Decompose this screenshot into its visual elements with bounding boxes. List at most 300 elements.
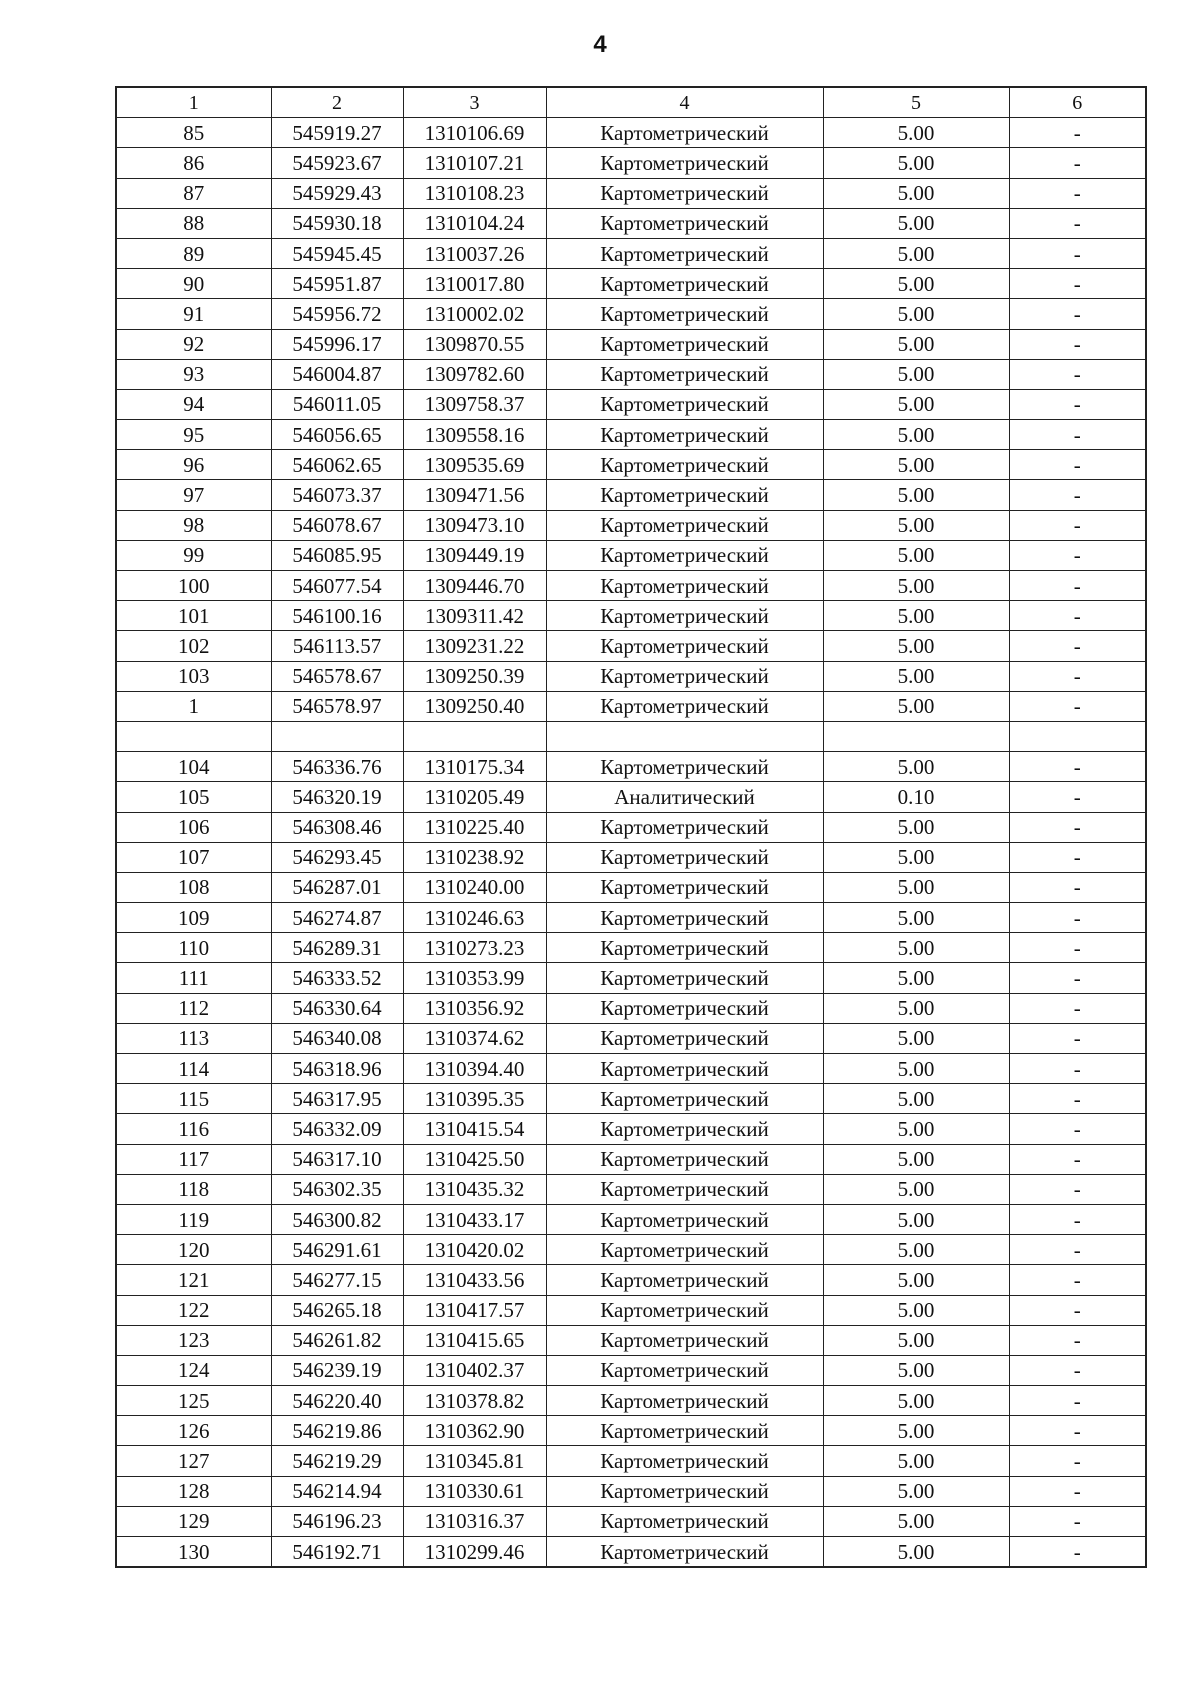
accuracy-cell: 5.00 [823, 631, 1009, 661]
method-cell: Картометрический [546, 118, 823, 148]
table-row [116, 1506, 1146, 1536]
accuracy-cell [823, 721, 1009, 751]
x-coordinate-cell: 546291.61 [271, 1235, 403, 1265]
method-cell: Картометрический [546, 1174, 823, 1204]
y-coordinate-cell: 1310415.65 [403, 1325, 546, 1355]
table-row [116, 601, 1146, 631]
x-coordinate-cell: 546214.94 [271, 1476, 403, 1506]
x-coordinate-cell: 546277.15 [271, 1265, 403, 1295]
y-coordinate-cell: 1309311.42 [403, 601, 546, 631]
accuracy-cell: 5.00 [823, 118, 1009, 148]
point-number-cell: 87 [116, 178, 271, 208]
x-coordinate-cell: 546317.95 [271, 1084, 403, 1114]
table-row [116, 329, 1146, 359]
point-number-cell: 98 [116, 510, 271, 540]
method-cell: Картометрический [546, 872, 823, 902]
method-cell: Картометрический [546, 1295, 823, 1325]
y-coordinate-cell: 1310330.61 [403, 1476, 546, 1506]
y-coordinate-cell: 1309231.22 [403, 631, 546, 661]
y-coordinate-cell: 1310378.82 [403, 1386, 546, 1416]
method-cell: Картометрический [546, 691, 823, 721]
x-coordinate-cell: 546196.23 [271, 1506, 403, 1536]
note-cell: - [1009, 571, 1146, 601]
y-coordinate-cell: 1310394.40 [403, 1054, 546, 1084]
x-coordinate-cell: 546192.71 [271, 1537, 403, 1568]
point-number-cell: 99 [116, 540, 271, 570]
y-coordinate-cell: 1310395.35 [403, 1084, 546, 1114]
point-number-cell: 104 [116, 752, 271, 782]
note-cell: - [1009, 1174, 1146, 1204]
note-cell: - [1009, 1054, 1146, 1084]
accuracy-cell: 5.00 [823, 872, 1009, 902]
note-cell: - [1009, 1265, 1146, 1295]
accuracy-cell: 5.00 [823, 450, 1009, 480]
point-number-cell: 128 [116, 1476, 271, 1506]
y-coordinate-cell: 1310175.34 [403, 752, 546, 782]
accuracy-cell: 5.00 [823, 812, 1009, 842]
accuracy-cell: 5.00 [823, 178, 1009, 208]
y-coordinate-cell: 1309471.56 [403, 480, 546, 510]
y-coordinate-cell: 1309535.69 [403, 450, 546, 480]
point-number-cell: 100 [116, 571, 271, 601]
y-coordinate-cell: 1310104.24 [403, 208, 546, 238]
method-cell: Картометрический [546, 1476, 823, 1506]
method-cell: Картометрический [546, 1446, 823, 1476]
table-row [116, 933, 1146, 963]
note-cell: - [1009, 1506, 1146, 1536]
x-coordinate-cell: 546100.16 [271, 601, 403, 631]
x-coordinate-cell: 546336.76 [271, 752, 403, 782]
accuracy-cell: 5.00 [823, 420, 1009, 450]
table-row [116, 178, 1146, 208]
point-number-cell: 103 [116, 661, 271, 691]
method-cell: Картометрический [546, 329, 823, 359]
note-cell: - [1009, 178, 1146, 208]
table-row [116, 1265, 1146, 1295]
table-row [116, 148, 1146, 178]
note-cell: - [1009, 782, 1146, 812]
method-cell: Картометрический [546, 933, 823, 963]
table-row [116, 1295, 1146, 1325]
point-number-cell: 107 [116, 842, 271, 872]
point-number-cell: 95 [116, 420, 271, 450]
accuracy-cell: 5.00 [823, 1023, 1009, 1053]
table-row [116, 389, 1146, 419]
point-number-cell: 113 [116, 1023, 271, 1053]
note-cell: - [1009, 1144, 1146, 1174]
point-number-cell: 117 [116, 1144, 271, 1174]
column-header: 3 [403, 87, 546, 118]
accuracy-cell: 5.00 [823, 1446, 1009, 1476]
method-cell: Картометрический [546, 389, 823, 419]
x-coordinate-cell: 546578.97 [271, 691, 403, 721]
x-coordinate-cell: 546011.05 [271, 389, 403, 419]
point-number-cell: 114 [116, 1054, 271, 1084]
x-coordinate-cell: 546073.37 [271, 480, 403, 510]
note-cell: - [1009, 1235, 1146, 1265]
table-row [116, 721, 1146, 751]
note-cell: - [1009, 1204, 1146, 1234]
accuracy-cell: 5.00 [823, 752, 1009, 782]
note-cell: - [1009, 238, 1146, 268]
point-number-cell: 116 [116, 1114, 271, 1144]
method-cell: Картометрический [546, 480, 823, 510]
y-coordinate-cell: 1310108.23 [403, 178, 546, 208]
note-cell: - [1009, 540, 1146, 570]
x-coordinate-cell: 545951.87 [271, 269, 403, 299]
x-coordinate-cell: 545996.17 [271, 329, 403, 359]
note-cell: - [1009, 389, 1146, 419]
x-coordinate-cell: 546308.46 [271, 812, 403, 842]
y-coordinate-cell: 1310425.50 [403, 1144, 546, 1174]
x-coordinate-cell: 546330.64 [271, 993, 403, 1023]
note-cell: - [1009, 480, 1146, 510]
table-row [116, 1537, 1146, 1568]
point-number-cell: 106 [116, 812, 271, 842]
accuracy-cell: 5.00 [823, 1084, 1009, 1114]
x-coordinate-cell: 546318.96 [271, 1054, 403, 1084]
table-row [116, 872, 1146, 902]
note-cell: - [1009, 1537, 1146, 1568]
y-coordinate-cell: 1310002.02 [403, 299, 546, 329]
note-cell: - [1009, 933, 1146, 963]
accuracy-cell: 5.00 [823, 571, 1009, 601]
note-cell: - [1009, 903, 1146, 933]
accuracy-cell: 5.00 [823, 963, 1009, 993]
point-number-cell: 88 [116, 208, 271, 238]
x-coordinate-cell: 545930.18 [271, 208, 403, 238]
accuracy-cell: 5.00 [823, 1235, 1009, 1265]
table-row [116, 782, 1146, 812]
column-header: 1 [116, 87, 271, 118]
table-row [116, 510, 1146, 540]
accuracy-cell: 5.00 [823, 1386, 1009, 1416]
note-cell: - [1009, 993, 1146, 1023]
method-cell: Аналитический [546, 782, 823, 812]
table-row [116, 208, 1146, 238]
accuracy-cell: 5.00 [823, 661, 1009, 691]
method-cell: Картометрический [546, 812, 823, 842]
accuracy-cell: 5.00 [823, 1355, 1009, 1385]
x-coordinate-cell: 546004.87 [271, 359, 403, 389]
note-cell: - [1009, 359, 1146, 389]
point-number-cell: 112 [116, 993, 271, 1023]
x-coordinate-cell: 545956.72 [271, 299, 403, 329]
accuracy-cell: 5.00 [823, 540, 1009, 570]
method-cell: Картометрический [546, 1054, 823, 1084]
point-number-cell: 119 [116, 1204, 271, 1234]
y-coordinate-cell: 1310345.81 [403, 1446, 546, 1476]
y-coordinate-cell: 1310017.80 [403, 269, 546, 299]
point-number-cell: 120 [116, 1235, 271, 1265]
x-coordinate-cell: 546333.52 [271, 963, 403, 993]
point-number-cell: 1 [116, 691, 271, 721]
x-coordinate-cell: 545945.45 [271, 238, 403, 268]
column-header: 6 [1009, 87, 1146, 118]
y-coordinate-cell: 1310240.00 [403, 872, 546, 902]
x-coordinate-cell [271, 721, 403, 751]
point-number-cell: 127 [116, 1446, 271, 1476]
y-coordinate-cell: 1310374.62 [403, 1023, 546, 1053]
accuracy-cell: 5.00 [823, 842, 1009, 872]
table-row [116, 1476, 1146, 1506]
point-number-cell [116, 721, 271, 751]
table-row [116, 269, 1146, 299]
table-row [116, 812, 1146, 842]
table-row [116, 1144, 1146, 1174]
x-coordinate-cell: 546265.18 [271, 1295, 403, 1325]
x-coordinate-cell: 545929.43 [271, 178, 403, 208]
point-number-cell: 121 [116, 1265, 271, 1295]
accuracy-cell: 5.00 [823, 1506, 1009, 1536]
x-coordinate-cell: 546261.82 [271, 1325, 403, 1355]
table-row [116, 1174, 1146, 1204]
table-row [116, 903, 1146, 933]
accuracy-cell: 5.00 [823, 238, 1009, 268]
method-cell: Картометрический [546, 1235, 823, 1265]
note-cell [1009, 721, 1146, 751]
point-number-cell: 91 [116, 299, 271, 329]
table-row [116, 993, 1146, 1023]
method-cell: Картометрический [546, 571, 823, 601]
accuracy-cell: 5.00 [823, 269, 1009, 299]
table-row [116, 1114, 1146, 1144]
method-cell: Картометрический [546, 903, 823, 933]
point-number-cell: 130 [116, 1537, 271, 1568]
y-coordinate-cell: 1310238.92 [403, 842, 546, 872]
method-cell: Картометрический [546, 1416, 823, 1446]
method-cell: Картометрический [546, 208, 823, 238]
x-coordinate-cell: 546332.09 [271, 1114, 403, 1144]
x-coordinate-cell: 546293.45 [271, 842, 403, 872]
table-row [116, 299, 1146, 329]
y-coordinate-cell: 1310106.69 [403, 118, 546, 148]
x-coordinate-cell: 546317.10 [271, 1144, 403, 1174]
point-number-cell: 115 [116, 1084, 271, 1114]
table-row [116, 450, 1146, 480]
note-cell: - [1009, 963, 1146, 993]
method-cell: Картометрический [546, 1084, 823, 1114]
accuracy-cell: 5.00 [823, 1476, 1009, 1506]
y-coordinate-cell [403, 721, 546, 751]
table-row [116, 1084, 1146, 1114]
method-cell: Картометрический [546, 148, 823, 178]
point-number-cell: 118 [116, 1174, 271, 1204]
column-header: 4 [546, 87, 823, 118]
table-row [116, 1204, 1146, 1234]
table-row [116, 691, 1146, 721]
note-cell: - [1009, 631, 1146, 661]
accuracy-cell: 5.00 [823, 1144, 1009, 1174]
note-cell: - [1009, 299, 1146, 329]
y-coordinate-cell: 1310420.02 [403, 1235, 546, 1265]
x-coordinate-cell: 546219.86 [271, 1416, 403, 1446]
x-coordinate-cell: 546340.08 [271, 1023, 403, 1053]
accuracy-cell: 5.00 [823, 359, 1009, 389]
table-row [116, 842, 1146, 872]
table-row [116, 1054, 1146, 1084]
note-cell: - [1009, 812, 1146, 842]
accuracy-cell: 5.00 [823, 208, 1009, 238]
accuracy-cell: 5.00 [823, 1295, 1009, 1325]
note-cell: - [1009, 1325, 1146, 1355]
x-coordinate-cell: 546056.65 [271, 420, 403, 450]
point-number-cell: 96 [116, 450, 271, 480]
y-coordinate-cell: 1310205.49 [403, 782, 546, 812]
x-coordinate-cell: 546085.95 [271, 540, 403, 570]
note-cell: - [1009, 148, 1146, 178]
note-cell: - [1009, 872, 1146, 902]
point-number-cell: 89 [116, 238, 271, 268]
table-row [116, 631, 1146, 661]
accuracy-cell: 5.00 [823, 1325, 1009, 1355]
note-cell: - [1009, 661, 1146, 691]
note-cell: - [1009, 842, 1146, 872]
method-cell: Картометрический [546, 1144, 823, 1174]
note-cell: - [1009, 1355, 1146, 1385]
method-cell: Картометрический [546, 631, 823, 661]
y-coordinate-cell: 1310225.40 [403, 812, 546, 842]
table-row [116, 1386, 1146, 1416]
table-row [116, 238, 1146, 268]
header-row [116, 87, 1146, 118]
y-coordinate-cell: 1309870.55 [403, 329, 546, 359]
point-number-cell: 129 [116, 1506, 271, 1536]
method-cell: Картометрический [546, 842, 823, 872]
page-number: 4 [593, 31, 607, 58]
column-header: 5 [823, 87, 1009, 118]
point-number-cell: 122 [116, 1295, 271, 1325]
accuracy-cell: 5.00 [823, 389, 1009, 419]
x-coordinate-cell: 546219.29 [271, 1446, 403, 1476]
table-header [116, 87, 1146, 118]
method-cell: Картометрический [546, 1023, 823, 1053]
y-coordinate-cell: 1310353.99 [403, 963, 546, 993]
accuracy-cell: 0.10 [823, 782, 1009, 812]
point-number-cell: 101 [116, 601, 271, 631]
y-coordinate-cell: 1310362.90 [403, 1416, 546, 1446]
method-cell: Картометрический [546, 1204, 823, 1234]
x-coordinate-cell: 546274.87 [271, 903, 403, 933]
point-number-cell: 93 [116, 359, 271, 389]
method-cell: Картометрический [546, 752, 823, 782]
x-coordinate-cell: 546320.19 [271, 782, 403, 812]
y-coordinate-cell: 1310273.23 [403, 933, 546, 963]
note-cell: - [1009, 1295, 1146, 1325]
point-number-cell: 102 [116, 631, 271, 661]
note-cell: - [1009, 420, 1146, 450]
y-coordinate-cell: 1310402.37 [403, 1355, 546, 1385]
method-cell: Картометрический [546, 1355, 823, 1385]
accuracy-cell: 5.00 [823, 1265, 1009, 1295]
method-cell: Картометрический [546, 359, 823, 389]
x-coordinate-cell: 546077.54 [271, 571, 403, 601]
accuracy-cell: 5.00 [823, 1416, 1009, 1446]
y-coordinate-cell: 1309250.40 [403, 691, 546, 721]
y-coordinate-cell: 1310107.21 [403, 148, 546, 178]
accuracy-cell: 5.00 [823, 1054, 1009, 1084]
method-cell: Картометрический [546, 1114, 823, 1144]
x-coordinate-cell: 546300.82 [271, 1204, 403, 1234]
note-cell: - [1009, 1476, 1146, 1506]
table-row [116, 359, 1146, 389]
table-row [116, 1325, 1146, 1355]
note-cell: - [1009, 510, 1146, 540]
x-coordinate-cell: 546302.35 [271, 1174, 403, 1204]
method-cell: Картометрический [546, 269, 823, 299]
point-number-cell: 92 [116, 329, 271, 359]
x-coordinate-cell: 546078.67 [271, 510, 403, 540]
y-coordinate-cell: 1309446.70 [403, 571, 546, 601]
table-body [116, 118, 1146, 1568]
point-number-cell: 123 [116, 1325, 271, 1355]
y-coordinate-cell: 1310356.92 [403, 993, 546, 1023]
x-coordinate-cell: 546239.19 [271, 1355, 403, 1385]
y-coordinate-cell: 1309473.10 [403, 510, 546, 540]
accuracy-cell: 5.00 [823, 601, 1009, 631]
table-row [116, 118, 1146, 148]
note-cell: - [1009, 1023, 1146, 1053]
note-cell: - [1009, 752, 1146, 782]
table-row [116, 1355, 1146, 1385]
point-number-cell: 109 [116, 903, 271, 933]
y-coordinate-cell: 1310299.46 [403, 1537, 546, 1568]
method-cell: Картометрический [546, 178, 823, 208]
y-coordinate-cell: 1310415.54 [403, 1114, 546, 1144]
note-cell: - [1009, 1084, 1146, 1114]
method-cell: Картометрический [546, 420, 823, 450]
accuracy-cell: 5.00 [823, 993, 1009, 1023]
table-row [116, 661, 1146, 691]
column-header: 2 [271, 87, 403, 118]
y-coordinate-cell: 1310435.32 [403, 1174, 546, 1204]
table-row [116, 540, 1146, 570]
point-number-cell: 108 [116, 872, 271, 902]
table-row [116, 1416, 1146, 1446]
accuracy-cell: 5.00 [823, 510, 1009, 540]
method-cell: Картометрический [546, 450, 823, 480]
point-number-cell: 110 [116, 933, 271, 963]
point-number-cell: 125 [116, 1386, 271, 1416]
accuracy-cell: 5.00 [823, 691, 1009, 721]
point-number-cell: 86 [116, 148, 271, 178]
y-coordinate-cell: 1309449.19 [403, 540, 546, 570]
y-coordinate-cell: 1310246.63 [403, 903, 546, 933]
method-cell [546, 721, 823, 751]
note-cell: - [1009, 208, 1146, 238]
x-coordinate-cell: 546289.31 [271, 933, 403, 963]
y-coordinate-cell: 1309250.39 [403, 661, 546, 691]
x-coordinate-cell: 545919.27 [271, 118, 403, 148]
y-coordinate-cell: 1310037.26 [403, 238, 546, 268]
y-coordinate-cell: 1310433.56 [403, 1265, 546, 1295]
x-coordinate-cell: 546062.65 [271, 450, 403, 480]
accuracy-cell: 5.00 [823, 1204, 1009, 1234]
table-row [116, 963, 1146, 993]
table-row [116, 420, 1146, 450]
point-number-cell: 124 [116, 1355, 271, 1385]
y-coordinate-cell: 1310433.17 [403, 1204, 546, 1234]
table-row [116, 1235, 1146, 1265]
accuracy-cell: 5.00 [823, 148, 1009, 178]
point-number-cell: 90 [116, 269, 271, 299]
accuracy-cell: 5.00 [823, 1114, 1009, 1144]
point-number-cell: 97 [116, 480, 271, 510]
note-cell: - [1009, 1386, 1146, 1416]
point-number-cell: 111 [116, 963, 271, 993]
x-coordinate-cell: 545923.67 [271, 148, 403, 178]
method-cell: Картометрический [546, 1537, 823, 1568]
